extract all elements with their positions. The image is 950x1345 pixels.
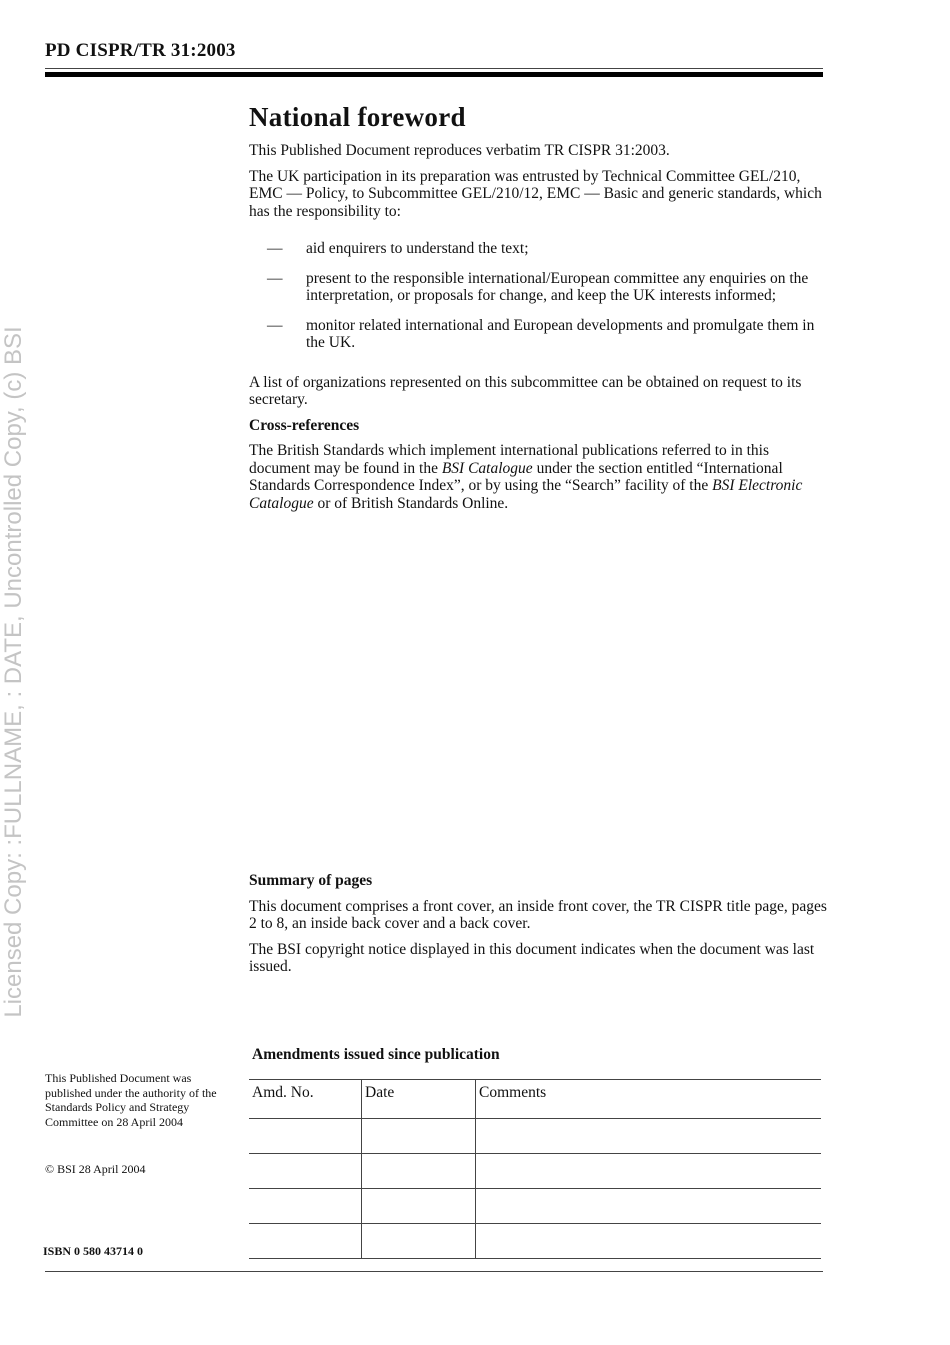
isbn: ISBN 0 580 43714 0 (43, 1244, 144, 1258)
table-cell (249, 1154, 362, 1189)
copyright-line: © BSI 28 April 2004 (45, 1162, 146, 1176)
amendments-title: Amendments issued since publication (252, 1046, 500, 1063)
page-title: National foreword (249, 102, 466, 132)
cross-ref-text-2: under the section entitled “International Standards Correspondence Index”, or by using the “Search” facility of the (249, 459, 783, 494)
watermark (0, 0, 28, 1345)
list-item-text: present to the responsible international/European committee any enquiries on the interpretation, or proposals for change, and keep the UK interests informed; (306, 269, 809, 304)
participation-paragraph: The UK participation in its preparation was entrusted by Technical Committee GEL/210, EMC — Policy, to Subcommittee GEL/210/12, EMC — Basic and generic standards, which has the responsibility to: (249, 167, 822, 220)
table-cell (476, 1189, 822, 1224)
table-row (249, 1119, 821, 1154)
list-item (249, 317, 829, 352)
table-cell (362, 1154, 476, 1189)
table-row (249, 1154, 821, 1189)
list-item (249, 240, 829, 258)
table-cell (362, 1224, 476, 1259)
watermark-text: Licensed Copy: :FULLNAME, : DATE, Uncontrolled Copy, (c) BSI (0, 326, 27, 1018)
table-cell (476, 1119, 822, 1154)
list-item-text: aid enquirers to understand the text; (306, 240, 529, 257)
cross-references-heading: Cross-references (249, 416, 360, 434)
table-cell (249, 1189, 362, 1224)
column-header-amd-no: Amd. No. (249, 1080, 362, 1119)
header-rule-thick (45, 72, 823, 77)
document-id: PD CISPR/TR 31:2003 (45, 40, 236, 61)
publication-note: This Published Document was published under the authority of the Standards Policy and Strategy Committee on 28 April 2004 (45, 1071, 217, 1129)
footer-rule (45, 1271, 823, 1272)
cross-ref-text-1: The British Standards which implement international publications referred to in this document may be found in the (249, 442, 769, 477)
summary-section (249, 872, 829, 984)
table-row (249, 1224, 821, 1259)
table-cell (476, 1154, 822, 1189)
table-cell (249, 1119, 362, 1154)
summary-pages-paragraph: This document comprises a front cover, an inside front cover, the TR CISPR title page, pages 2 to 8, an inside back cover and a back cover. (249, 897, 827, 932)
table-cell (249, 1224, 362, 1259)
column-header-comments: Comments (476, 1080, 822, 1119)
list-dash: — (267, 240, 283, 257)
list-item-text: monitor related international and European developments and promulgate them in the UK. (306, 316, 815, 351)
column-header-date: Date (362, 1080, 476, 1119)
table-row (249, 1189, 821, 1224)
header-rule-thin (45, 68, 823, 69)
table-cell (476, 1224, 822, 1259)
summary-heading: Summary of pages (249, 872, 373, 889)
intro-paragraph: This Published Document reproduces verbatim TR CISPR 31:2003. (249, 142, 670, 159)
list-item (249, 270, 829, 305)
table-cell (362, 1189, 476, 1224)
amendments-table (249, 1079, 821, 1259)
list-dash: — (267, 316, 283, 334)
bsi-electronic-catalogue-title: BSI Electronic Catalogue (249, 477, 803, 512)
table-header-row (249, 1080, 821, 1119)
cross-ref-text-3: or of British Standards Online. (313, 494, 509, 512)
responsibility-list (249, 240, 829, 352)
foreword-section (249, 100, 829, 520)
bsi-catalogue-title: BSI Catalogue (441, 459, 533, 477)
copyright-notice-paragraph: The BSI copyright notice displayed in this document indicates when the document was last issued. (249, 940, 815, 975)
cross-references-paragraph (249, 442, 829, 512)
list-dash: — (267, 269, 283, 287)
table-cell (362, 1119, 476, 1154)
organizations-paragraph: A list of organizations represented on this subcommittee can be obtained on request to its secretary. (249, 373, 802, 408)
